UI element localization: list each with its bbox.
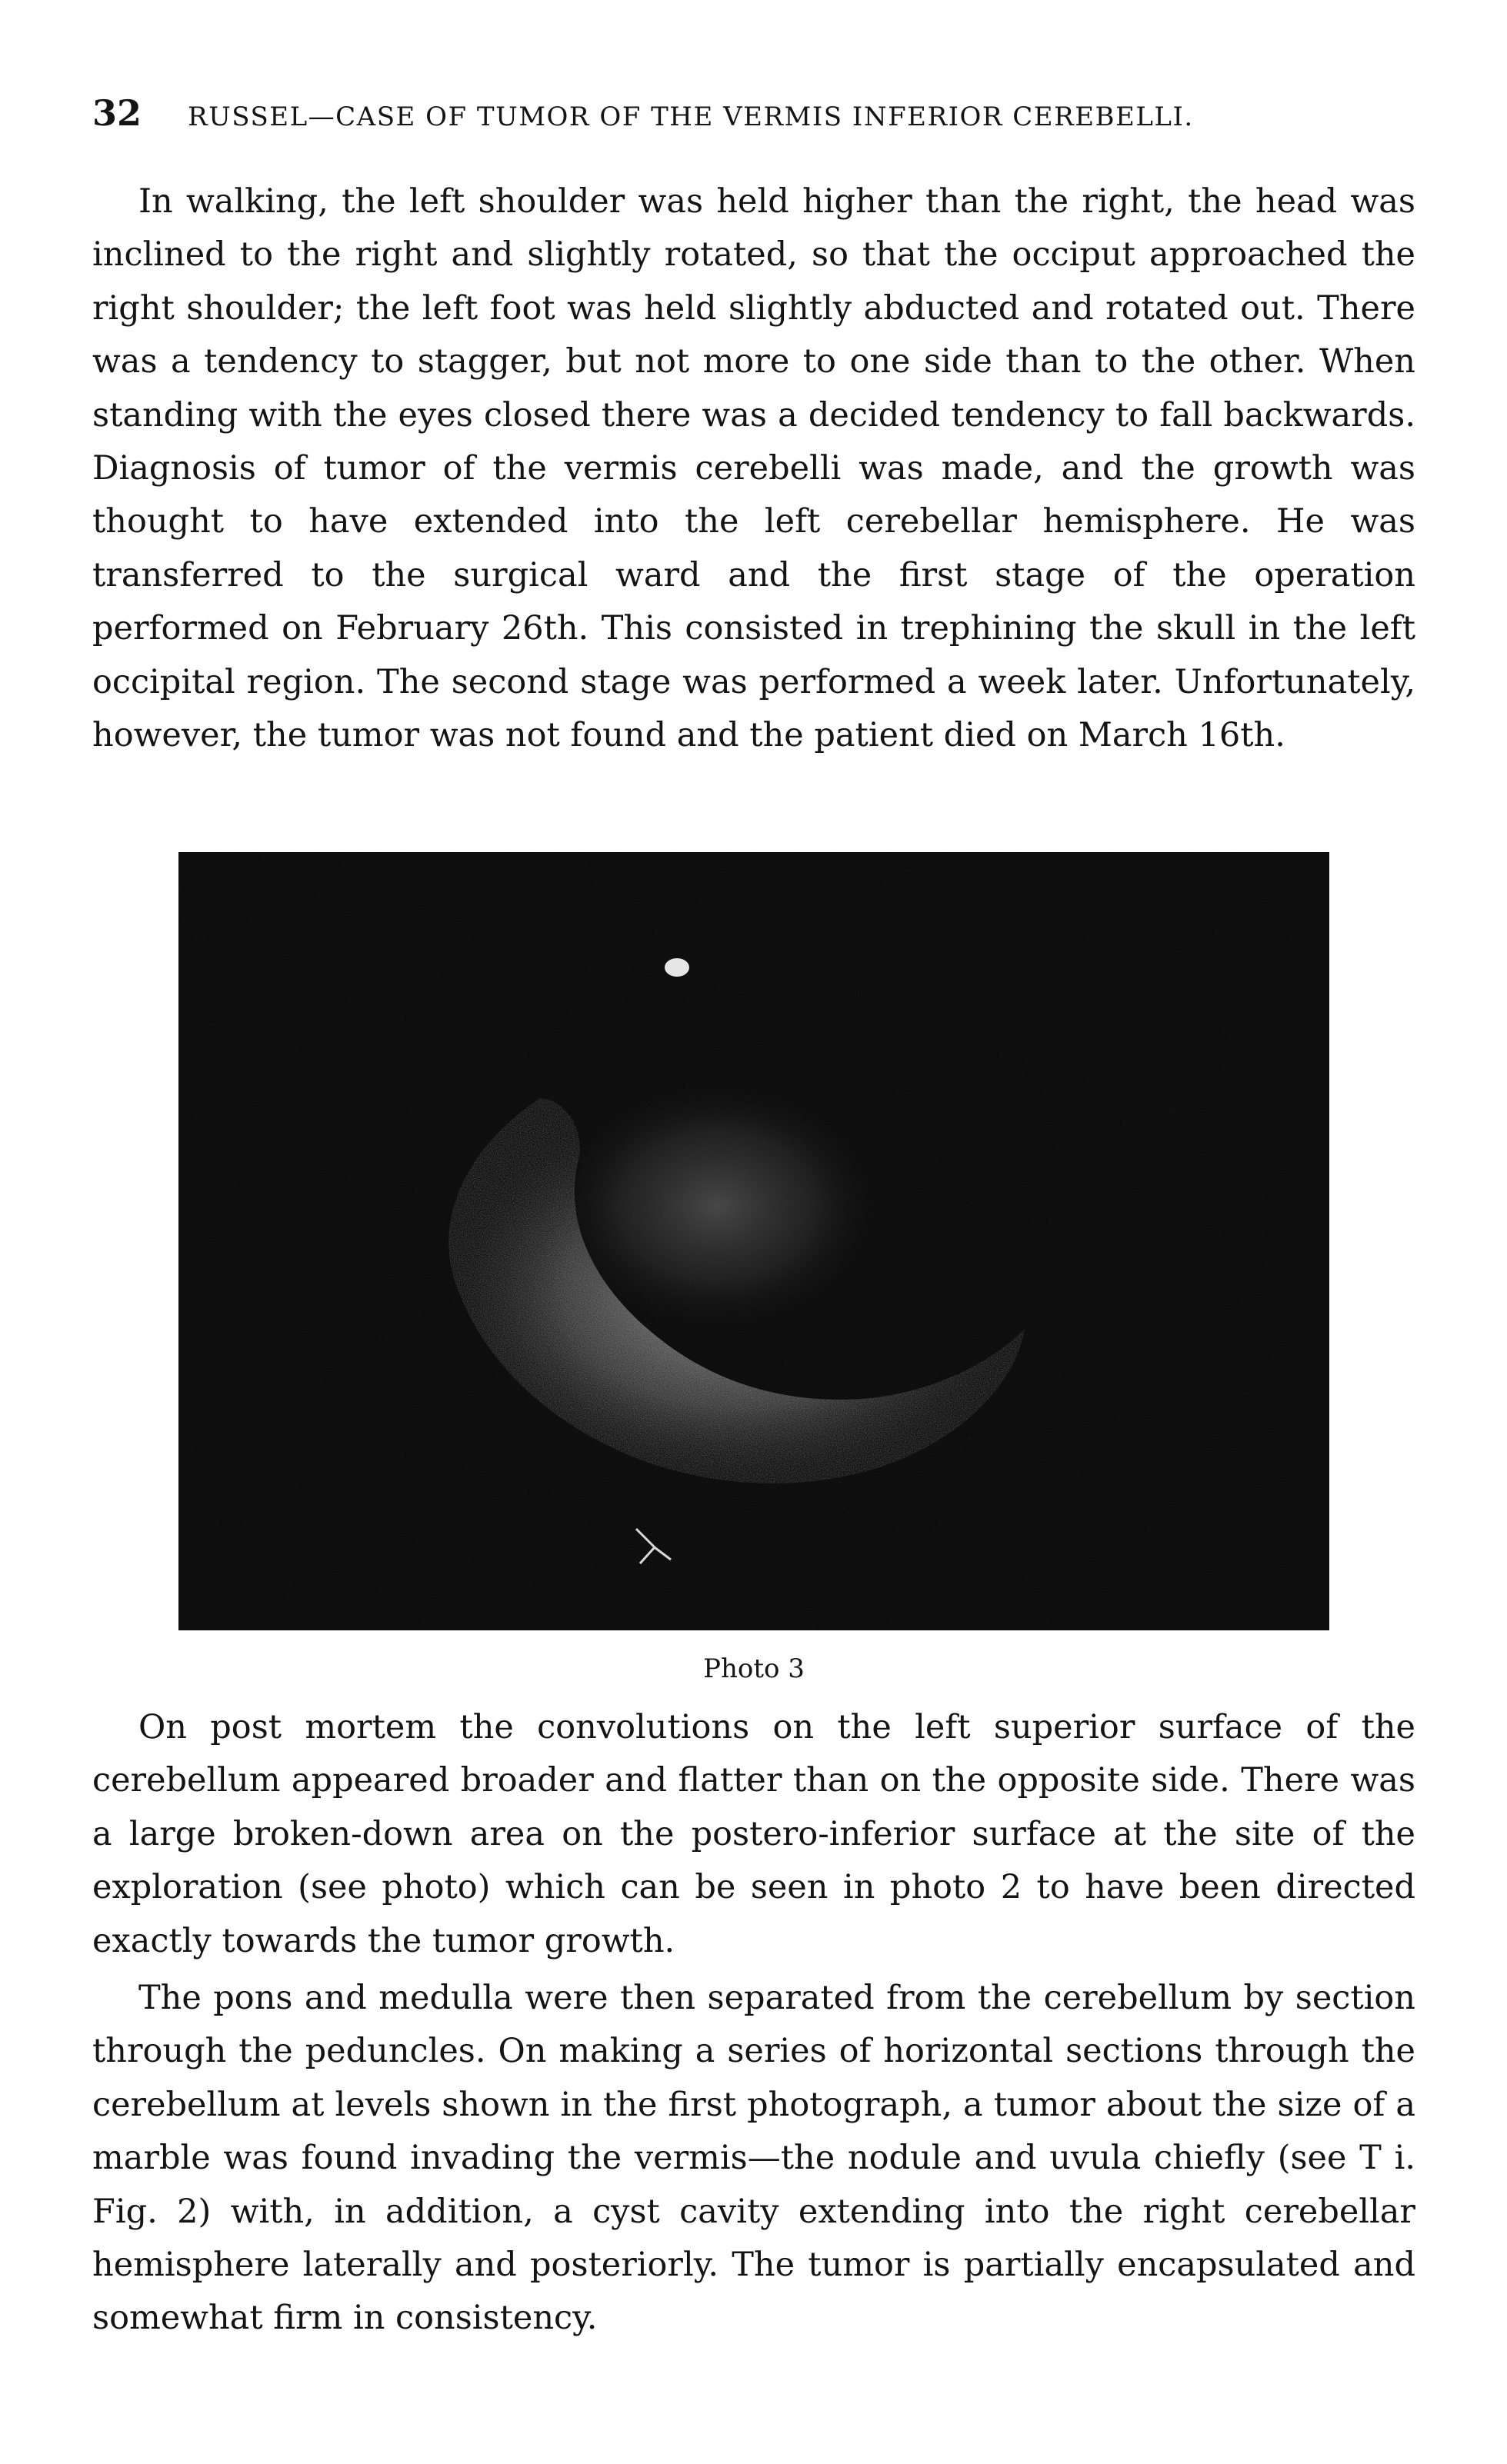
- paragraph-clinical-course: In walking, the left shoulder was held higher than the right, the head was inclined to the right and slightly rotated, so that the occiput approached the right shoulder; the left foot was held slightly abducted and rotated out. There was a tendency to stagger, but not more to one side than to the other. When standing with the eyes closed there was a decided tendency to fall backwards. Diagnosis of tumor of the vermis cerebelli was made, and the growth was thought to have extended into the left cerebellar hemisphere. He was transferred to the surgical ward and the first stage of the operation performed on February 26th. This consisted in trephining the skull in the left occipital region. The second stage was performed a week later. Unfortunately, however, the tumor was not found and the patient died on March 16th.: [92, 182, 1415, 755]
- paragraph-post-mortem: On post mortem the convolutions on the left superior surface of the cerebellum appeared broader and flatter than on the opposite side. There was a large broken-down area on the postero-inferior surface at the site of the exploration (see photo) which can be seen in photo 2 to have been directed exactly towards the tumor growth.: [92, 1708, 1415, 1960]
- running-head: RUSSEL—CASE OF TUMOR OF THE VERMIS INFERIOR CEREBELLI.: [188, 102, 1194, 132]
- page-header: [92, 92, 1415, 138]
- paragraph-sections: The pons and medulla were then separated from the cerebellum by section through the peduncles. On making a series of horizontal sections through the cerebellum at levels shown in the first photograph, a tumor about the size of a marble was found invading the vermis—the nodule and uvula chiefly (see T i. Fig. 2) with, in addition, a cyst cavity extending into the right cerebellar hemisphere laterally and posteriorly. The tumor is partially encapsulated and somewhat firm in consistency.: [92, 1979, 1415, 2338]
- figure-caption: Photo 3: [703, 1653, 805, 1684]
- photo-cerebellum: [178, 852, 1329, 1630]
- page-number: 32: [92, 92, 142, 134]
- photo-cerebellum-image: [178, 852, 1329, 1630]
